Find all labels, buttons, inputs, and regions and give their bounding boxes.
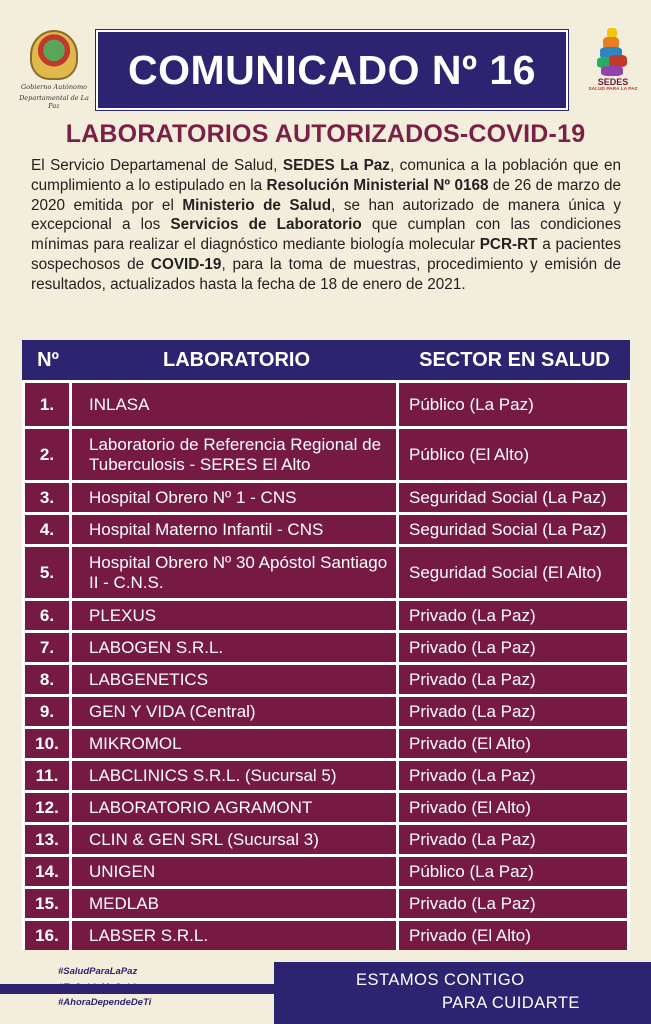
row-laboratorio-cell [72, 601, 396, 630]
laboratories-table [22, 380, 630, 950]
table-row [22, 694, 630, 726]
row-number: 5. [39, 562, 55, 582]
row-sector-cell [399, 665, 627, 694]
row-number: 3. [39, 487, 55, 507]
gobierno-logo-caption-line2: Departamental de La Paz [19, 94, 89, 110]
row-laboratorio-cell [72, 825, 396, 854]
row-laboratorio: LABCLINICS S.R.L. (Sucursal 5) [89, 765, 337, 785]
table-row [22, 918, 630, 950]
row-number: 8. [39, 669, 55, 689]
row-laboratorio: Hospital Materno Infantil - CNS [89, 519, 324, 539]
row-number-cell [25, 429, 69, 480]
header [0, 0, 651, 118]
title-box [96, 30, 568, 110]
row-sector: Seguridad Social (El Alto) [409, 562, 602, 582]
row-number-cell [25, 633, 69, 662]
intro-bold-ministerio: Ministerio de Salud [182, 196, 332, 214]
gobierno-logo-caption-line1: Gobierno Autónomo [20, 83, 88, 91]
row-laboratorio-cell [72, 857, 396, 886]
row-number-cell [25, 383, 69, 426]
row-laboratorio: CLIN & GEN SRL (Sucursal 3) [89, 829, 319, 849]
row-sector: Privado (La Paz) [409, 893, 536, 913]
table-row [22, 822, 630, 854]
intro-paragraph [31, 156, 621, 295]
row-number: 6. [39, 605, 55, 625]
row-number-cell [25, 483, 69, 512]
subtitle: LABORATORIOS AUTORIZADOS-COVID-19 [65, 120, 586, 148]
row-laboratorio-cell [72, 483, 396, 512]
row-number-cell [25, 921, 69, 950]
intro-text-2: , comunica a la población que en cumplimiento a lo estipulado en la [31, 157, 621, 194]
header-num: Nº [37, 349, 59, 371]
table-row [22, 662, 630, 694]
row-sector-cell [399, 633, 627, 662]
row-laboratorio: LABOGEN S.R.L. [89, 637, 224, 657]
coat-of-arms-icon [30, 30, 78, 80]
intro-text-3: de 26 de marzo de 2020 emitida por el [31, 176, 621, 214]
row-sector-cell [399, 889, 627, 918]
row-number-cell [25, 601, 69, 630]
row-laboratorio-cell [72, 665, 396, 694]
intro-bold-servicios: Servicios de Laboratorio [170, 216, 362, 234]
row-number: 9. [39, 701, 55, 721]
intro-text-6: a pacientes sospechosos de [31, 236, 621, 273]
row-number-cell [25, 547, 69, 598]
row-laboratorio-cell [72, 793, 396, 822]
row-number: 10. [35, 733, 59, 753]
row-number: 2. [39, 444, 55, 464]
row-laboratorio: Laboratorio de Referencia Regional de Tuberculosis - SERES El Alto [89, 434, 382, 474]
intro-text-5: que cumplan con las condiciones mínimas para realizar el diagnóstico mediante biología molecular [31, 216, 621, 254]
row-sector: Privado (La Paz) [409, 829, 536, 849]
hashtags [58, 964, 151, 1011]
slogan-line2: PARA CUIDARTE [442, 994, 580, 1012]
intro-bold-resolucion: Resolución Ministerial Nº 0168 [266, 176, 489, 194]
row-laboratorio-cell [72, 921, 396, 950]
hashtag-tecuido: #TeCuidoMeCuidas [58, 981, 146, 993]
row-sector: Privado (La Paz) [409, 637, 536, 657]
intro-bold-sedes: SEDES La Paz [282, 157, 390, 174]
hashtag-salud: #SaludParaLaPaz [58, 966, 138, 977]
table-row [22, 758, 630, 790]
row-number: 1. [39, 394, 55, 414]
row-number-cell [25, 889, 69, 918]
row-number: 4. [39, 519, 55, 539]
row-laboratorio: LABORATORIO AGRAMONT [89, 797, 313, 817]
row-laboratorio: LABSER S.R.L. [89, 925, 209, 945]
row-number-cell [25, 761, 69, 790]
row-sector-cell [399, 429, 627, 480]
row-laboratorio: UNIGEN [89, 861, 156, 881]
header-sector: SECTOR EN SALUD [419, 349, 610, 371]
row-sector: Privado (El Alto) [409, 797, 531, 817]
row-laboratorio: Hospital Obrero Nº 1 - CNS [89, 487, 297, 507]
table-row [22, 630, 630, 662]
table-row [22, 426, 630, 480]
row-laboratorio: PLEXUS [89, 605, 157, 625]
row-sector-cell [399, 761, 627, 790]
table-row [22, 544, 630, 598]
row-laboratorio-cell [72, 729, 396, 758]
row-laboratorio-cell [72, 383, 396, 426]
row-sector: Seguridad Social (La Paz) [409, 519, 607, 539]
gobierno-logo [18, 30, 90, 110]
row-sector-cell [399, 547, 627, 598]
row-laboratorio: LABGENETICS [89, 669, 209, 689]
row-sector: Privado (La Paz) [409, 669, 536, 689]
intro-text-1: El Servicio Departamenal de Salud, [31, 157, 283, 174]
row-number: 7. [39, 637, 55, 657]
table-row [22, 886, 630, 918]
slogan-line1: ESTAMOS CONTIGO [356, 971, 525, 989]
row-laboratorio-cell [72, 697, 396, 726]
table-header [22, 340, 630, 380]
table-row [22, 790, 630, 822]
table-row [22, 726, 630, 758]
row-sector-cell [399, 697, 627, 726]
row-number-cell [25, 665, 69, 694]
table-row [22, 380, 630, 426]
row-number: 15. [35, 893, 59, 913]
row-laboratorio: Hospital Obrero Nº 30 Apóstol Santiago II - C.N.S. [89, 552, 388, 592]
row-sector-cell [399, 793, 627, 822]
row-number: 11. [35, 765, 59, 785]
hashtag-ahora: #AhoraDependeDeTi [58, 997, 152, 1008]
row-number-cell [25, 729, 69, 758]
intro-text-7: , para la toma de muestras, procedimiento y emisión de resultados, actualizados hasta la fecha de 18 de enero de 2021. [31, 255, 621, 293]
row-sector: Privado (La Paz) [409, 765, 536, 785]
row-sector-cell [399, 857, 627, 886]
row-sector-cell [399, 729, 627, 758]
table-row [22, 598, 630, 630]
row-laboratorio-cell [72, 429, 396, 480]
sedes-brand: SEDES [597, 77, 629, 87]
header-laboratorio: LABORATORIO [162, 349, 311, 371]
row-sector: Público (La Paz) [409, 861, 534, 881]
row-laboratorio: MIKROMOL [89, 733, 182, 753]
row-number-cell [25, 857, 69, 886]
slogan-box [274, 962, 651, 1024]
row-number-cell [25, 793, 69, 822]
row-sector: Seguridad Social (La Paz) [409, 487, 607, 507]
row-number: 12. [35, 797, 59, 817]
row-sector: Privado (La Paz) [409, 701, 536, 721]
row-number-cell [25, 697, 69, 726]
row-laboratorio: INLASA [89, 394, 150, 414]
row-number-cell [25, 825, 69, 854]
map-icon [595, 28, 631, 78]
intro-text-4: , se han autorizado de manera única y excepcional a los [31, 196, 621, 234]
table-row [22, 480, 630, 512]
row-sector-cell [399, 515, 627, 544]
row-number: 16. [35, 925, 59, 945]
row-laboratorio: GEN Y VIDA (Central) [89, 701, 256, 721]
row-laboratorio-cell [72, 633, 396, 662]
row-number: 14. [35, 861, 59, 881]
row-laboratorio-cell [72, 547, 396, 598]
sedes-logo [585, 28, 641, 106]
row-sector: Público (El Alto) [409, 444, 529, 464]
row-sector-cell [399, 601, 627, 630]
table-row [22, 512, 630, 544]
row-laboratorio-cell [72, 761, 396, 790]
sedes-tagline: SALUD PARA LA PAZ [588, 87, 638, 92]
table-row [22, 854, 630, 886]
row-sector-cell [399, 483, 627, 512]
row-number-cell [25, 515, 69, 544]
row-sector-cell [399, 825, 627, 854]
row-sector: Privado (El Alto) [409, 733, 531, 753]
row-sector: Privado (El Alto) [409, 925, 531, 945]
page-title: COMUNICADO Nº 16 [128, 47, 536, 93]
row-laboratorio: MEDLAB [89, 893, 159, 913]
row-sector-cell [399, 921, 627, 950]
row-sector-cell [399, 383, 627, 426]
row-number: 13. [35, 829, 59, 849]
row-laboratorio-cell [72, 889, 396, 918]
row-sector: Privado (La Paz) [409, 605, 536, 625]
intro-bold-pcr: PCR-RT [479, 236, 538, 254]
row-laboratorio-cell [72, 515, 396, 544]
row-sector: Público (La Paz) [409, 394, 534, 414]
intro-bold-covid: COVID-19 [150, 255, 222, 273]
